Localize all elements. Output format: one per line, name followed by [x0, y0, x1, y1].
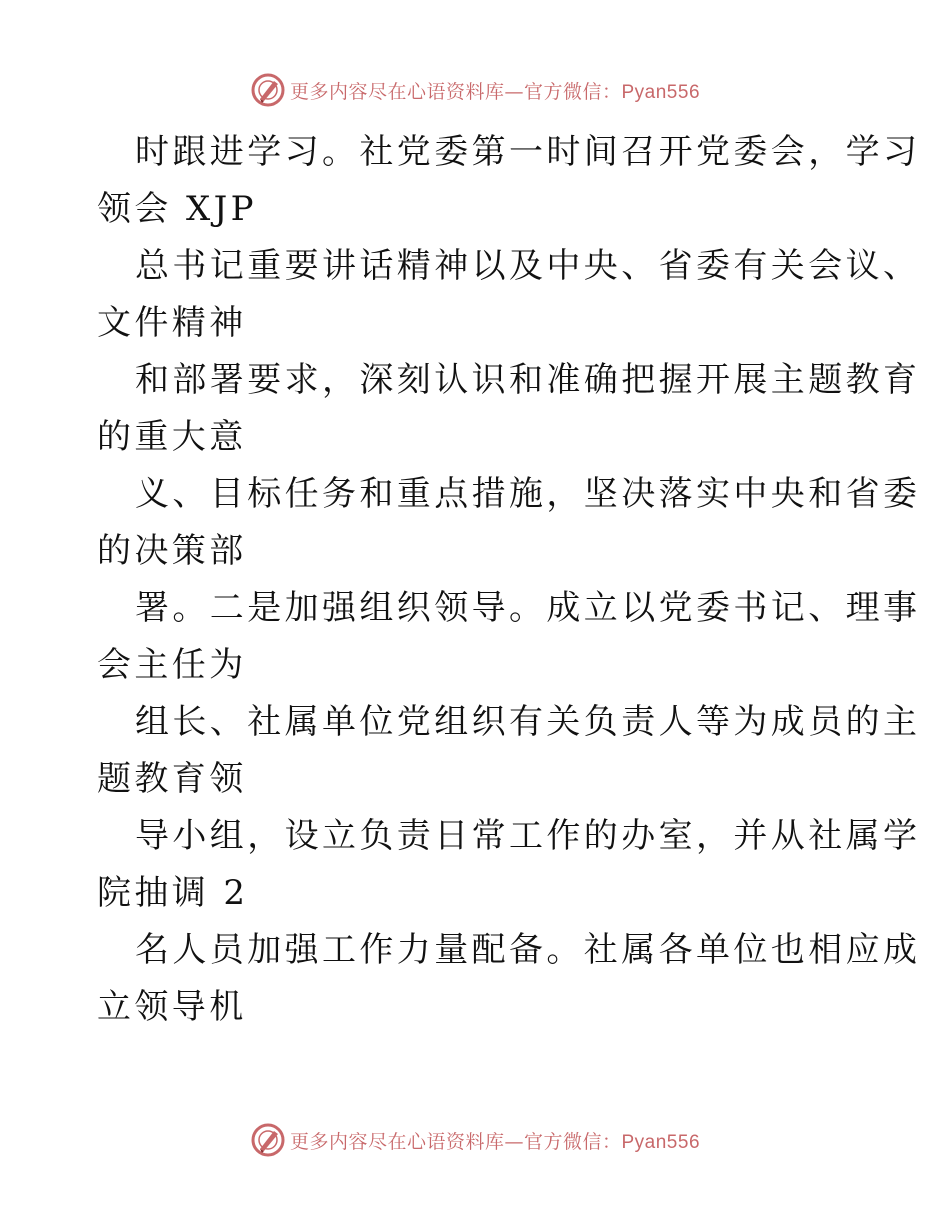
text-line: 组长、社属单位党组织有关负责人等为成员的主: [135, 702, 921, 742]
text-line: 导小组，设立负责日常工作的办室，并从社属学: [135, 816, 921, 856]
pen-logo-icon: [250, 72, 286, 108]
footer-banner: [0, 1120, 950, 1160]
text-line: 的决策部: [97, 531, 247, 571]
text-line: 的重大意: [97, 417, 247, 457]
header-banner-text: 更多内容尽在心语资料库—官方微信：Pyan556: [289, 80, 701, 103]
text-line: 名人员加强工作力量配备。社属各单位也相应成: [135, 930, 921, 970]
document-body: [97, 124, 921, 1036]
text-line: 题教育领: [97, 759, 247, 799]
text-line: 总书记重要讲话精神以及中央、省委有关会议、: [135, 246, 921, 286]
wechat-id: Pyan556: [621, 81, 701, 103]
text-line: 会主任为: [97, 645, 247, 685]
header-banner: [0, 70, 950, 110]
text-line: 院抽调 2: [97, 873, 249, 913]
text-line: 立领导机: [97, 987, 247, 1027]
wechat-id: Pyan556: [621, 1131, 701, 1153]
text-line: 时跟进学习。社党委第一时间召开党委会，学习: [135, 132, 921, 172]
footer-banner-text: 更多内容尽在心语资料库—官方微信：Pyan556: [289, 1130, 701, 1153]
pen-logo-icon: [250, 1122, 286, 1158]
text-line: 领会 XJP: [97, 189, 257, 229]
text-line: 义、目标任务和重点措施，坚决落实中央和省委: [135, 474, 921, 514]
text-line: 文件精神: [97, 303, 247, 343]
text-line: 署。二是加强组织领导。成立以党委书记、理事: [135, 588, 921, 628]
text-line: 和部署要求，深刻认识和准确把握开展主题教育: [135, 360, 921, 400]
